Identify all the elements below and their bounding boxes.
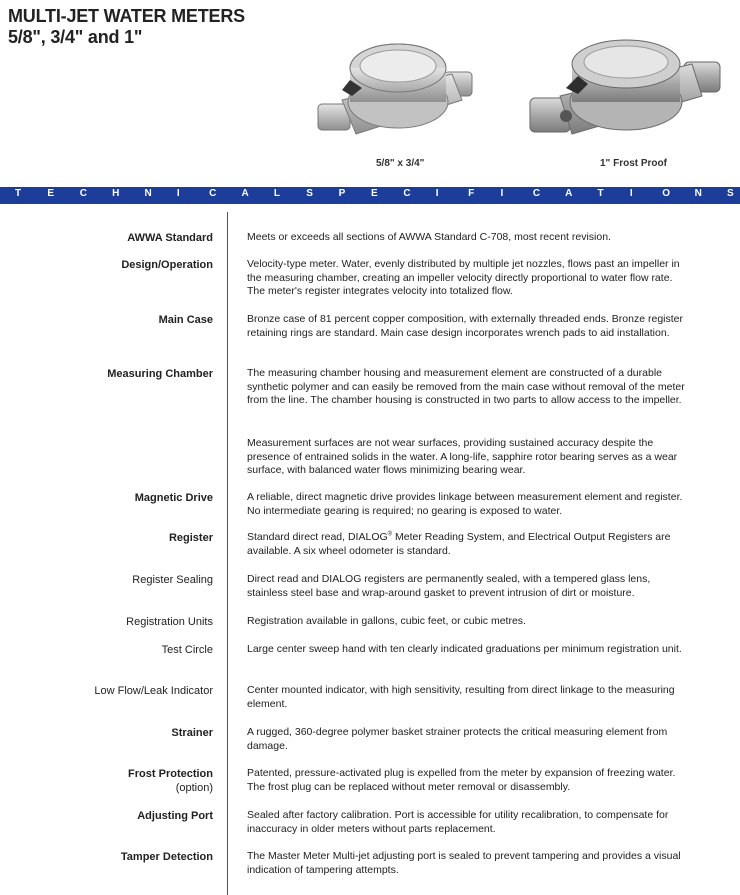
- spec-label-text: Adjusting Port: [137, 810, 213, 822]
- band-letter: I: [500, 188, 504, 199]
- spec-label: [121, 850, 213, 864]
- spec-description-part: Meter Reading System, and Electrical Output Registers are available. A six wheel odometer is standard.: [247, 531, 671, 557]
- band-letter: I: [629, 188, 633, 199]
- band-letter: N: [144, 188, 152, 199]
- band-letter: A: [241, 188, 249, 199]
- band-letter: I: [435, 188, 439, 199]
- spec-label: [169, 531, 213, 545]
- band-letter: C: [532, 188, 541, 199]
- spec-description: A reliable, direct magnetic drive provides linkage between measurement element and register. No intermediate gearing is required; no gearing is exposed to water.: [247, 491, 683, 517]
- page-title: [8, 6, 245, 48]
- spec-description: Bronze case of 81 percent copper composition, with externally threaded ends. Bronze register retaining rings are standard. Main case design incorporates wrench pads to aid installation.: [247, 313, 683, 339]
- spec-label: [137, 809, 213, 823]
- spec-label: [121, 258, 213, 272]
- spec-description: [247, 531, 687, 558]
- spec-description: Large center sweep hand with ten clearly indicated graduations per minimum registration unit.: [247, 643, 682, 655]
- band-letter: O: [662, 188, 671, 199]
- spec-label-text: Register: [168, 532, 213, 544]
- band-letter: I: [176, 188, 180, 199]
- spec-description: Center mounted indicator, with high sensitivity, resulting from direct linkage to the measuring element.: [247, 684, 675, 710]
- spec-sublabel: (option): [175, 782, 213, 794]
- meter-photo-1-frost-proof: [526, 34, 726, 152]
- spec-description: Meets or exceeds all sections of AWWA Standard C-708, most recent revision.: [247, 231, 611, 243]
- band-letter: S: [306, 188, 313, 199]
- spec-label: [135, 491, 213, 505]
- band-letter: S: [727, 188, 734, 199]
- band-letter: C: [209, 188, 217, 199]
- spec-description: The measuring chamber housing and measurement element are constructed of a durable synthetic polymer and can easily be removed from the main case without removal of the meter from the line. The chamber housing is constructed in two parts to allow access to the impeller.: [247, 367, 685, 407]
- photo-caption-right: 1" Frost Proof: [600, 158, 667, 169]
- spec-label-text: Frost Protection: [128, 768, 213, 780]
- title-line-1: MULTI-JET WATER METERS: [8, 6, 245, 26]
- band-letter: N: [694, 188, 702, 199]
- spec-description: Registration available in gallons, cubic feet, or cubic metres.: [247, 615, 526, 627]
- spec-label: [159, 313, 213, 327]
- spec-label-text: Main Case: [158, 314, 213, 326]
- spec-label: [132, 573, 213, 587]
- spec-label-text: Low Flow/Leak Indicator: [94, 685, 213, 697]
- band-letter: T: [597, 188, 604, 199]
- band-letter: H: [112, 188, 120, 199]
- registered-mark: ®: [387, 531, 393, 538]
- photo-caption-left: 5/8" x 3/4": [376, 158, 425, 169]
- spec-label-text: Tamper Detection: [120, 851, 213, 863]
- band-letter: P: [338, 188, 346, 199]
- spec-description-part: Standard direct read, DIALOG: [247, 531, 388, 543]
- technical-specifications-band: [0, 187, 740, 204]
- spec-label: [171, 726, 213, 740]
- spec-label-text: Test Circle: [161, 644, 213, 656]
- spec-label: [107, 367, 213, 381]
- spec-label-text: Measuring Chamber: [107, 368, 213, 380]
- spec-description: Measurement surfaces are not wear surfaces, providing sustained accuracy despite the presence of entrained solids in the water. A long-life, sapphire rotor bearing serves as a wear surface, with balanced water flows minimizing bearing wear.: [247, 437, 678, 477]
- spec-label-text: Design/Operation: [121, 259, 213, 271]
- spec-description: Sealed after factory calibration. Port is accessible for utility recalibration, to compensate for inaccuracy in older meters without parts replacement.: [247, 809, 669, 835]
- spec-label-text: Register Sealing: [132, 574, 213, 586]
- spec-label-text: Registration Units: [126, 616, 213, 628]
- band-letter: A: [565, 188, 573, 199]
- title-line-2: 5/8", 3/4" and 1": [8, 27, 143, 47]
- band-letter: E: [47, 188, 55, 199]
- spec-description: The Master Meter Multi-jet adjusting port is sealed to prevent tampering and provides a visual indication of tampering attempts.: [247, 850, 681, 876]
- band-letter: C: [79, 188, 87, 199]
- spec-description: A rugged, 360-degree polymer basket strainer protects the critical measuring element from damage.: [247, 726, 668, 752]
- spec-label-text: Magnetic Drive: [134, 492, 213, 504]
- spec-label: [162, 643, 213, 657]
- band-letter: C: [403, 188, 411, 199]
- meter-photo-5-8-x-3-4: [312, 30, 482, 150]
- spec-label-text: Strainer: [171, 727, 213, 739]
- spec-description: Direct read and DIALOG registers are permanently sealed, with a tempered glass lens, stainless steel base and wrap-around gasket to prevent intrusion of dirt or moisture.: [247, 573, 651, 599]
- band-letter: F: [468, 188, 475, 199]
- spec-description: Velocity-type meter. Water, evenly distributed by multiple jet nozzles, flows past an impeller in the measuring chamber, creating an impeller velocity directly proportional to water flow rate. The meter's register integrates velocity into totalized flow.: [247, 258, 680, 298]
- spec-label: [94, 684, 213, 698]
- band-letter: L: [273, 188, 281, 199]
- band-letter: E: [371, 188, 378, 199]
- column-divider: [227, 212, 228, 895]
- spec-description: Patented, pressure-activated plug is expelled from the meter by expansion of freezing water. The frost plug can be replaced without meter removal or disassembly.: [247, 767, 676, 793]
- band-letter: T: [15, 188, 22, 199]
- spec-label: [128, 767, 213, 795]
- spec-label: [127, 231, 213, 245]
- spec-label-text: AWWA Standard: [127, 232, 213, 244]
- spec-label: [126, 615, 213, 629]
